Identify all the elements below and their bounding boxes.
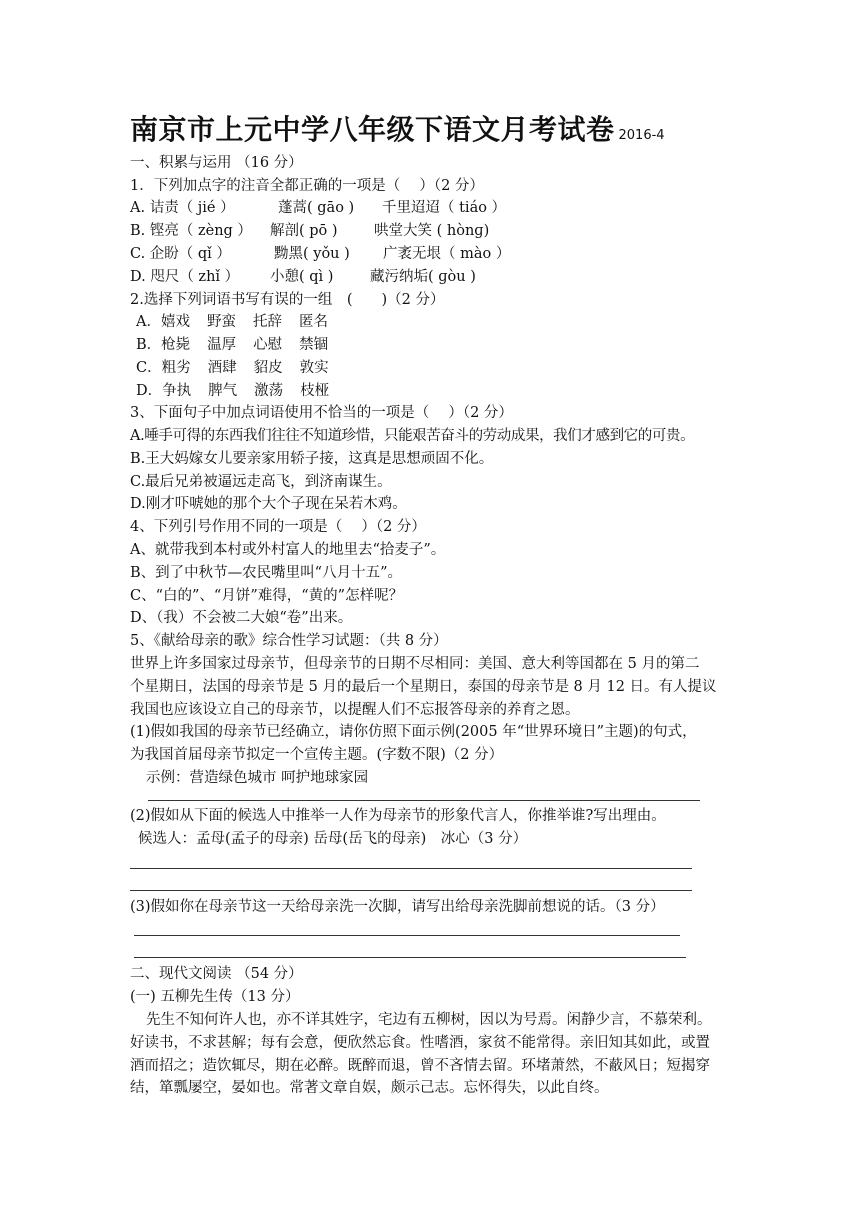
q4-stem: 4、下列引号作用不同的一项是（ ）（2 分） [130, 519, 426, 535]
wuliu-passage-line-3: 酒而招之；造饮辄尽，期在必醉。既醉而退，曾不吝情去留。环堵萧然，不蔽风日；短揭穿 [130, 1058, 710, 1074]
q2-d-word-2: 脾气 [208, 383, 238, 399]
q4-option-d: D、（我）不会被二大娘“卷”出来。 [130, 610, 353, 626]
q2-c-word-4: 敦实 [299, 360, 329, 376]
q2-a-word-4: 匿名 [298, 314, 328, 330]
q1-option-b-1: B. 铿亮（ zèng ） [130, 223, 252, 239]
answer-line-part2-1[interactable] [130, 868, 692, 869]
wuliu-passage-line-4: 结，箪瓢屡空，晏如也。常著文章自娱，颇示己志。忘怀得失，以此自终。 [130, 1080, 609, 1096]
q2-b-word-2: 温厚 [207, 337, 237, 353]
q1-option-b-2: 解剖( pō ) [270, 223, 338, 239]
q5-part1-line-2: 为我国首届母亲节拟定一个宣传主题。(字数不限)（2 分） [130, 747, 504, 763]
q1-option-d-1: D. 咫尺（ zhǐ ） [130, 269, 240, 285]
section1-heading: 一、积累与运用 （16 分） [130, 155, 303, 171]
q2-b-word-3: 心慰 [253, 337, 283, 353]
q5-part3: (3)假如你在母亲节这一天给母亲洗一次脚，请写出给母亲洗脚前想说的话。（3 分） [130, 899, 665, 915]
wuliu-passage-line-2: 好读书，不求甚解；每有会意，便欣然忘食。性嗜酒，家贫不能常得。亲旧知其如此，或置 [130, 1035, 710, 1051]
q3-option-b: B.王大妈嫁女儿要亲家用轿子接，这真是思想顽固不化。 [130, 451, 494, 467]
q2-option-d [136, 381, 346, 401]
q4-option-c: C、“白的”、“月饼”难得，“黄的”怎样呢？ [130, 588, 404, 604]
q5-passage-line-2: 个星期日，法国的母亲节是 5 月的最后一个星期日，泰国的母亲节是 8 月 12 日。有人提议 [130, 679, 717, 695]
q3-option-c: C.最后兄弟被逼远走高飞，到济南谋生。 [130, 474, 392, 490]
wuliu-passage-line-1: 先生不知何许人也，亦不详其姓字，宅边有五柳树，因以为号焉。闲静少言，不慕荣利。 [146, 1012, 712, 1028]
q2-c-word-1: C．粗劣 [136, 360, 191, 376]
q2-d-word-1: D．争执 [136, 383, 192, 399]
answer-line-part1[interactable] [148, 800, 700, 801]
q1-option-d-3: 藏污纳垢( ɡòu ) [370, 269, 476, 285]
q5-passage-line-3: 我国也应该设立自己的母亲节，以提醒人们不忘报答母亲的养育之恩。 [130, 702, 580, 718]
q3-stem: 3、下面句子中加点词语使用不恰当的一项是（ ）（2 分） [130, 405, 513, 421]
q5-example: 示例：营造绿色城市 呵护地球家园 [146, 770, 369, 786]
q2-option-a [136, 312, 345, 332]
q1-option-c-3: 广袤无垠（ mào ） [383, 246, 511, 262]
answer-line-part3-1[interactable] [134, 935, 680, 936]
q2-b-word-4: 禁锢 [299, 337, 329, 353]
q5-part2: (2)假如从下面的候选人中推举一人作为母亲节的形象代言人，你推举谁?写出理由。 [130, 808, 666, 824]
q1-option-a-3: 千里迢迢（ tiáo ） [382, 200, 507, 216]
section2-sub1: (一) 五柳先生传（13 分） [130, 989, 300, 1005]
q1-option-c-2: 黝黑( yǒu ) [274, 246, 350, 262]
answer-line-part3-2[interactable] [134, 957, 686, 958]
q5-candidates: 候选人：孟母(孟子的母亲) 岳母(岳飞的母亲) 冰心（3 分） [138, 831, 528, 847]
q5-passage-line-1: 世界上许多国家过母亲节，但母亲节的日期不尽相同：美国、意大利等国都在 5 月的第二 [130, 656, 700, 672]
q3-option-d: D.刚才吓唬她的那个大个子现在呆若木鸡。 [130, 496, 407, 512]
section2-heading: 二、现代文阅读 （54 分） [130, 966, 303, 982]
answer-line-part2-2[interactable] [130, 890, 692, 891]
q4-option-a: A、就带我到本村或外村富人的地里去“拾麦子”。 [130, 542, 446, 558]
q4-option-b: B、到了中秋节—农民嘴里叫“八月十五”。 [130, 565, 402, 581]
q2-option-b [136, 335, 345, 355]
q2-c-word-3: 貂皮 [253, 360, 283, 376]
q3-option-a: A.唾手可得的东西我们往往不知道珍惜，只能艰苦奋斗的劳动成果，我们才感到它的可贵。 [130, 428, 695, 444]
q1-option-b-3: 哄堂大笑 ( hònɡ) [374, 223, 490, 239]
title-text: 南京市上元中学八年级下语文月考试卷 [130, 113, 615, 146]
q2-d-word-4: 枝桠 [300, 383, 330, 399]
q1-option-a-2: 蓬蒿( gāo ) [278, 200, 355, 216]
q1-stem: 1．下列加点字的注音全都正确的一项是（ ）（2 分） [130, 178, 484, 194]
q2-a-word-3: 托辞 [252, 314, 282, 330]
exam-date: 2016-4 [618, 128, 665, 143]
q2-b-word-1: B．枪毙 [136, 337, 191, 353]
q1-option-d-2: 小憩( qì ) [270, 269, 334, 285]
q1-option-c-1: C. 企盼（ qǐ ） [130, 246, 231, 262]
q2-stem: 2.选择下列词语书写有误的一组 ( )（2 分） [130, 292, 445, 308]
q2-a-word-1: A．嬉戏 [136, 314, 190, 330]
exam-title [130, 108, 665, 148]
q2-a-word-2: 野蛮 [206, 314, 236, 330]
q5-part1-line-1: (1)假如我国的母亲节已经确立，请你仿照下面示例(2005 年“世界环境日”主题)的句式， [130, 724, 697, 740]
q2-c-word-2: 酒肆 [207, 360, 237, 376]
q2-d-word-3: 激荡 [254, 383, 284, 399]
q2-option-c [136, 358, 346, 378]
q1-option-a-1: A. 诘责（ jié ） [130, 200, 235, 216]
q5-stem: 5、《献给母亲的歌》综合性学习试题：（共 8 分） [130, 633, 448, 649]
